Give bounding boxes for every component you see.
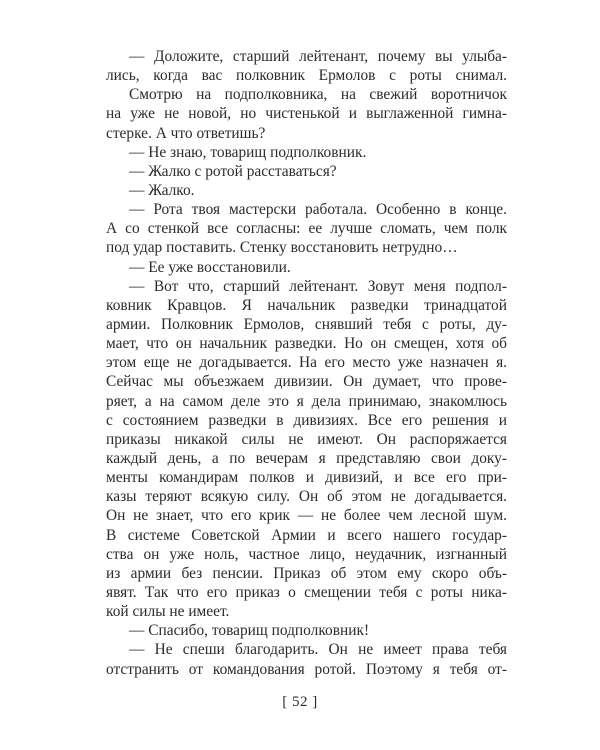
body-text xyxy=(106,47,507,679)
text-line: этом еще не догадывается. На его место уже назначен я. xyxy=(106,354,507,372)
text-line: — Жалко с ротой расставаться? xyxy=(129,162,337,180)
text-line: явят. Так что его приказ о смещении тебя с роты ника- xyxy=(106,583,507,601)
text-line: с состоянием разведки в дивизиях. Все его решения и xyxy=(106,411,507,429)
text-line: — Спасибо, товарищ подполковник! xyxy=(129,622,370,640)
page-number: [ 52 ] xyxy=(282,694,318,710)
text-line: Он не знает, что его крик — не более чем лесной шум. xyxy=(106,507,507,525)
text-line: менты командирам полков и дивизий, и все его при- xyxy=(106,469,507,487)
text-line: — Доложите, старший лейтенант, почему вы улыба- xyxy=(129,48,507,65)
text-line: — Вот что, старший лейтенант. Зовут меня подпол- xyxy=(129,277,507,295)
text-line: приказы никакой силы не имеют. Он распоряжается xyxy=(106,430,507,448)
text-line: ряет, а на самом деле это я дела принимаю, знакомлюсь xyxy=(106,392,507,410)
text-line: ковник Кравцов. Я начальник разведки тринадцатой xyxy=(106,296,507,314)
text-line: армии. Полковник Ермолов, снявший тебя с роты, ду- xyxy=(106,315,507,333)
text-line: — Ее уже восстановили. xyxy=(129,258,291,276)
text-line: — Не знаю, товарищ подполковник. xyxy=(129,143,367,161)
text-line: каждый день, а по вечерам я представляю свои доку- xyxy=(106,449,507,467)
text-line: Сейчас мы объезжаем дивизии. Он думает, что прове- xyxy=(106,373,507,391)
text-line: отстранить от командования ротой. Поэтому я тебя от- xyxy=(106,660,507,678)
text-line: под удар поставить. Стенку восстановить нетрудно… xyxy=(106,239,458,257)
text-line: из армии без пенсии. Приказ об этом ему скоро объ- xyxy=(106,564,507,582)
text-line: казы теряют всякую силу. Он об этом не догадывается. xyxy=(106,488,507,506)
text-line: стерке. А что ответишь? xyxy=(106,124,266,142)
text-line: ства он уже ноль, частное лицо, неудачник, изгнанный xyxy=(106,545,507,563)
text-line: лись, когда вас полковник Ермолов с роты снимал. xyxy=(106,67,507,85)
text-line: кой силы не имеет. xyxy=(106,603,230,621)
text-line: А со стенкой все согласны: ее лучше сломать, чем полк xyxy=(106,220,507,238)
text-line: на уже не новой, но чистенькой и выглаженной гимна- xyxy=(106,105,507,123)
text-line: — Жалко. xyxy=(129,181,195,199)
text-line: мает, что он начальник разведки. Но он смещен, хотя об xyxy=(106,335,507,353)
text-line: — Не спеши благодарить. Он не имеет права тебя xyxy=(129,641,507,659)
text-line: — Рота твоя мастерски работала. Особенно в конце. xyxy=(129,201,507,219)
text-line: Смотрю на подполковника, на свежий воротничок xyxy=(129,86,507,104)
text-line: В системе Советской Армии и всего нашего государ- xyxy=(106,526,507,544)
